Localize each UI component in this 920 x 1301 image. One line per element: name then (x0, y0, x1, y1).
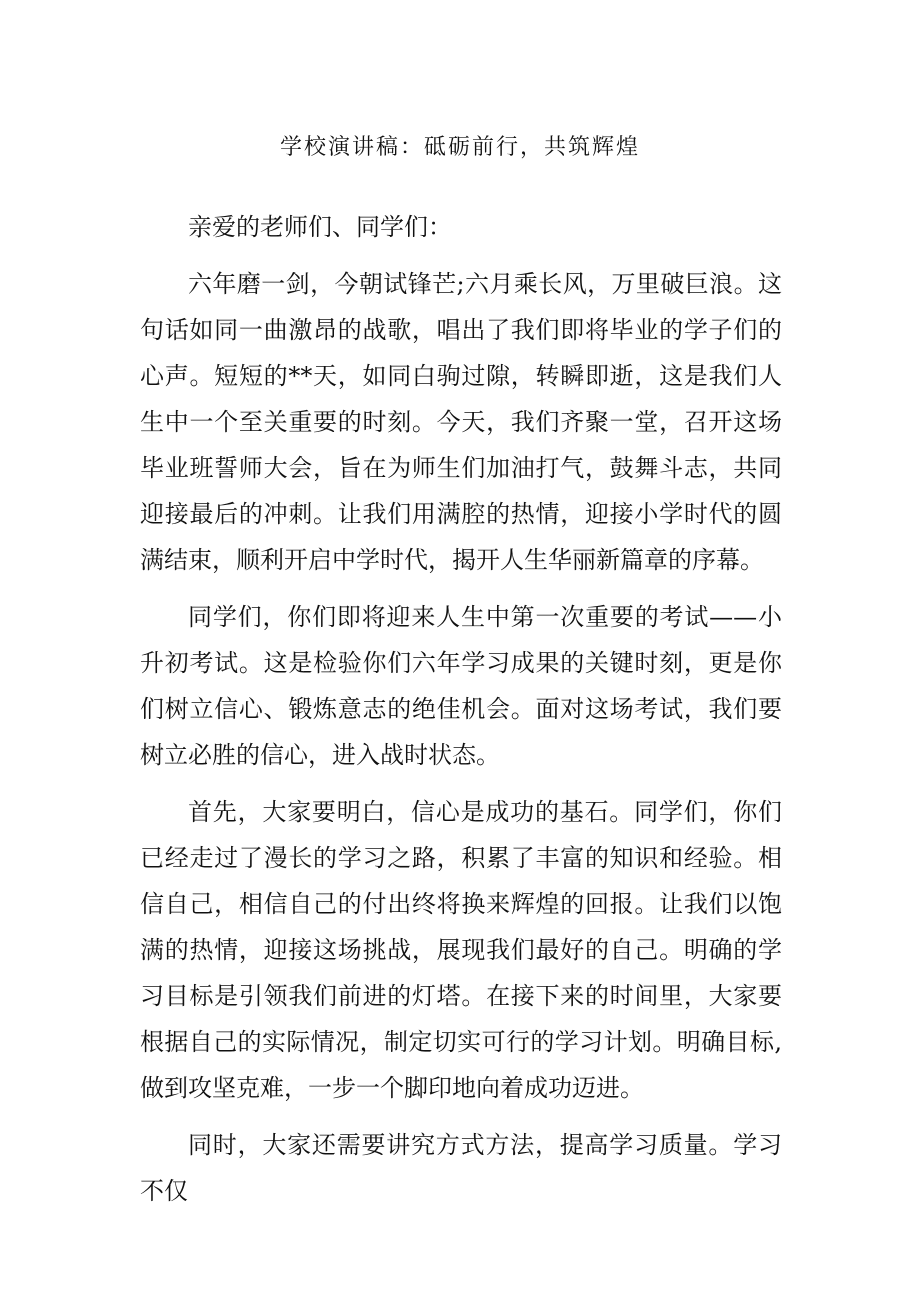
document-title: 学校演讲稿：砥砺前行，共筑辉煌 (279, 135, 640, 160)
greeting: 亲爱的老师们、同学们： (188, 213, 452, 241)
paragraph-3: 首先，大家要明白，信心是成功的基石。同学们，你们已经走过了漫长的学习之路，积累了丰富的知识和经验。相信自己，相信自己的付出终将换来辉煌的回报。让我们以饱满的热情，迎接这场挑战，展现我们最好的自己。明确的学习目标是引领我们前进的灯塔。在接下来的时间里，大家要根据自己的实际情况，制定切实可行的学习计划。明确目标,做到攻坚克难，一步一个脚印地向着成功迈进。 (140, 798, 782, 1102)
paragraph-4: 同时，大家还需要讲究方式方法，提高学习质量。学习不仅 (140, 1131, 782, 1205)
paragraph-1: 六年磨一剑，今朝试锋芒;六月乘长风，万里破巨浪。这句话如同一曲激昂的战歌，唱出了我们即将毕业的学子们的心声。短短的**天，如同白驹过隙，转瞬即逝，这是我们人生中一个至关重要的时刻。今天，我们齐聚一堂，召开这场毕业班誓师大会，旨在为师生们加油打气，鼓舞斗志，共同迎接最后的冲刺。让我们用满腔的热情，迎接小学时代的圆满结束，顺利开启中学时代，揭开人生华丽新篇章的序幕。 (140, 270, 782, 574)
document-body (140, 204, 782, 1225)
paragraph-2: 同学们，你们即将迎来人生中第一次重要的考试——小升初考试。这是检验你们六年学习成果的关键时刻，更是你们树立信心、锻炼意志的绝佳机会。面对这场考试，我们要树立必胜的信心，进入战时状态。 (140, 603, 782, 769)
